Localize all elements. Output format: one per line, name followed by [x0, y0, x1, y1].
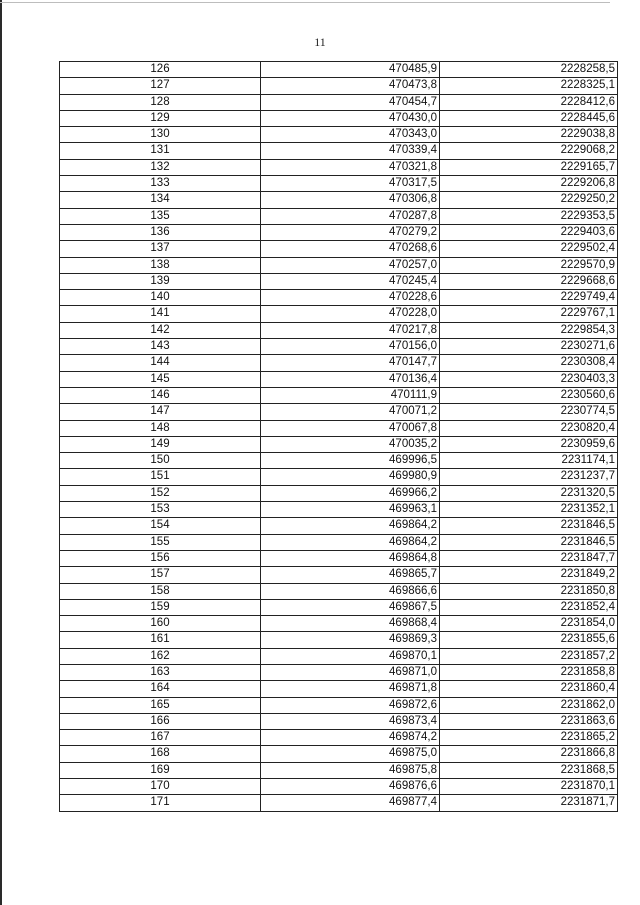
x-coordinate-cell: 470430,0	[261, 110, 440, 126]
point-number-cell: 161	[60, 632, 261, 648]
x-coordinate-cell: 470067,8	[261, 420, 440, 436]
table-row	[60, 306, 618, 322]
point-number-cell: 132	[60, 159, 261, 175]
table-row	[60, 387, 618, 403]
y-coordinate-cell: 2231854,0	[440, 616, 618, 632]
x-coordinate-cell: 470111,9	[261, 387, 440, 403]
coordinates-table	[59, 61, 618, 812]
x-coordinate-cell: 470217,8	[261, 322, 440, 338]
y-coordinate-cell: 2229068,2	[440, 143, 618, 159]
x-coordinate-cell: 470317,5	[261, 176, 440, 192]
y-coordinate-cell: 2229250,2	[440, 192, 618, 208]
table-row	[60, 599, 618, 615]
y-coordinate-cell: 2229854,3	[440, 322, 618, 338]
point-number-cell: 145	[60, 371, 261, 387]
point-number-cell: 152	[60, 485, 261, 501]
y-coordinate-cell: 2230820,4	[440, 420, 618, 436]
x-coordinate-cell: 470339,4	[261, 143, 440, 159]
point-number-cell: 168	[60, 746, 261, 762]
point-number-cell: 126	[60, 62, 261, 78]
table-row	[60, 143, 618, 159]
y-coordinate-cell: 2231857,2	[440, 648, 618, 664]
table-row	[60, 78, 618, 94]
table-row	[60, 453, 618, 469]
y-coordinate-cell: 2231237,7	[440, 469, 618, 485]
scan-edge-top	[0, 2, 610, 3]
y-coordinate-cell: 2229767,1	[440, 306, 618, 322]
coordinates-table-body	[60, 62, 618, 812]
point-number-cell: 130	[60, 127, 261, 143]
table-row	[60, 62, 618, 78]
point-number-cell: 156	[60, 550, 261, 566]
table-row	[60, 420, 618, 436]
point-number-cell: 142	[60, 322, 261, 338]
table-row	[60, 322, 618, 338]
point-number-cell: 164	[60, 681, 261, 697]
y-coordinate-cell: 2231870,1	[440, 779, 618, 795]
table-row	[60, 648, 618, 664]
y-coordinate-cell: 2231862,0	[440, 697, 618, 713]
point-number-cell: 134	[60, 192, 261, 208]
x-coordinate-cell: 470136,4	[261, 371, 440, 387]
x-coordinate-cell: 469996,5	[261, 453, 440, 469]
y-coordinate-cell: 2231846,5	[440, 534, 618, 550]
table-row	[60, 208, 618, 224]
x-coordinate-cell: 469864,2	[261, 518, 440, 534]
x-coordinate-cell: 470035,2	[261, 436, 440, 452]
y-coordinate-cell: 2231855,6	[440, 632, 618, 648]
table-row	[60, 730, 618, 746]
table-row	[60, 192, 618, 208]
x-coordinate-cell: 469871,0	[261, 664, 440, 680]
table-row	[60, 404, 618, 420]
y-coordinate-cell: 2231863,6	[440, 713, 618, 729]
x-coordinate-cell: 469870,1	[261, 648, 440, 664]
x-coordinate-cell: 470071,2	[261, 404, 440, 420]
y-coordinate-cell: 2231865,2	[440, 730, 618, 746]
point-number-cell: 155	[60, 534, 261, 550]
x-coordinate-cell: 470473,8	[261, 78, 440, 94]
x-coordinate-cell: 469875,0	[261, 746, 440, 762]
x-coordinate-cell: 469873,4	[261, 713, 440, 729]
y-coordinate-cell: 2229570,9	[440, 257, 618, 273]
x-coordinate-cell: 469869,3	[261, 632, 440, 648]
point-number-cell: 141	[60, 306, 261, 322]
table-row	[60, 257, 618, 273]
y-coordinate-cell: 2231846,5	[440, 518, 618, 534]
table-row	[60, 779, 618, 795]
table-row	[60, 762, 618, 778]
table-row	[60, 224, 618, 240]
y-coordinate-cell: 2228325,1	[440, 78, 618, 94]
y-coordinate-cell: 2231847,7	[440, 550, 618, 566]
table-row	[60, 697, 618, 713]
point-number-cell: 165	[60, 697, 261, 713]
y-coordinate-cell: 2231858,8	[440, 664, 618, 680]
y-coordinate-cell: 2229668,6	[440, 273, 618, 289]
point-number-cell: 169	[60, 762, 261, 778]
x-coordinate-cell: 470228,0	[261, 306, 440, 322]
y-coordinate-cell: 2231860,4	[440, 681, 618, 697]
y-coordinate-cell: 2228258,5	[440, 62, 618, 78]
y-coordinate-cell: 2231174,1	[440, 453, 618, 469]
x-coordinate-cell: 469877,4	[261, 795, 440, 811]
y-coordinate-cell: 2228412,6	[440, 94, 618, 110]
table-row	[60, 713, 618, 729]
x-coordinate-cell: 470279,2	[261, 224, 440, 240]
y-coordinate-cell: 2229403,6	[440, 224, 618, 240]
table-row	[60, 567, 618, 583]
table-row	[60, 664, 618, 680]
x-coordinate-cell: 469864,8	[261, 550, 440, 566]
x-coordinate-cell: 469872,6	[261, 697, 440, 713]
x-coordinate-cell: 469866,6	[261, 583, 440, 599]
x-coordinate-cell: 470156,0	[261, 339, 440, 355]
table-row	[60, 616, 618, 632]
scan-edge-left	[0, 0, 2, 905]
x-coordinate-cell: 469865,7	[261, 567, 440, 583]
x-coordinate-cell: 470306,8	[261, 192, 440, 208]
table-row	[60, 632, 618, 648]
point-number-cell: 148	[60, 420, 261, 436]
point-number-cell: 153	[60, 502, 261, 518]
x-coordinate-cell: 470228,6	[261, 290, 440, 306]
y-coordinate-cell: 2231871,7	[440, 795, 618, 811]
table-row	[60, 159, 618, 175]
point-number-cell: 166	[60, 713, 261, 729]
point-number-cell: 151	[60, 469, 261, 485]
x-coordinate-cell: 469966,2	[261, 485, 440, 501]
point-number-cell: 160	[60, 616, 261, 632]
point-number-cell: 137	[60, 241, 261, 257]
table-row	[60, 273, 618, 289]
point-number-cell: 138	[60, 257, 261, 273]
x-coordinate-cell: 470343,0	[261, 127, 440, 143]
point-number-cell: 162	[60, 648, 261, 664]
table-row	[60, 290, 618, 306]
x-coordinate-cell: 470321,8	[261, 159, 440, 175]
point-number-cell: 129	[60, 110, 261, 126]
table-row	[60, 176, 618, 192]
y-coordinate-cell: 2229749,4	[440, 290, 618, 306]
point-number-cell: 167	[60, 730, 261, 746]
table-row	[60, 371, 618, 387]
point-number-cell: 131	[60, 143, 261, 159]
y-coordinate-cell: 2230959,6	[440, 436, 618, 452]
table-row	[60, 94, 618, 110]
y-coordinate-cell: 2231866,8	[440, 746, 618, 762]
table-row	[60, 534, 618, 550]
point-number-cell: 135	[60, 208, 261, 224]
x-coordinate-cell: 469874,2	[261, 730, 440, 746]
x-coordinate-cell: 470268,6	[261, 241, 440, 257]
point-number-cell: 170	[60, 779, 261, 795]
y-coordinate-cell: 2230271,6	[440, 339, 618, 355]
point-number-cell: 171	[60, 795, 261, 811]
point-number-cell: 140	[60, 290, 261, 306]
table-row	[60, 583, 618, 599]
x-coordinate-cell: 469864,2	[261, 534, 440, 550]
table-row	[60, 339, 618, 355]
y-coordinate-cell: 2230774,5	[440, 404, 618, 420]
y-coordinate-cell: 2230403,3	[440, 371, 618, 387]
y-coordinate-cell: 2230308,4	[440, 355, 618, 371]
x-coordinate-cell: 470147,7	[261, 355, 440, 371]
y-coordinate-cell: 2229165,7	[440, 159, 618, 175]
x-coordinate-cell: 470454,7	[261, 94, 440, 110]
table-row	[60, 518, 618, 534]
x-coordinate-cell: 470257,0	[261, 257, 440, 273]
x-coordinate-cell: 469875,8	[261, 762, 440, 778]
point-number-cell: 127	[60, 78, 261, 94]
table-row	[60, 241, 618, 257]
point-number-cell: 143	[60, 339, 261, 355]
point-number-cell: 133	[60, 176, 261, 192]
y-coordinate-cell: 2231849,2	[440, 567, 618, 583]
y-coordinate-cell: 2231850,8	[440, 583, 618, 599]
x-coordinate-cell: 470485,9	[261, 62, 440, 78]
x-coordinate-cell: 469871,8	[261, 681, 440, 697]
point-number-cell: 128	[60, 94, 261, 110]
y-coordinate-cell: 2229502,4	[440, 241, 618, 257]
y-coordinate-cell: 2229206,8	[440, 176, 618, 192]
x-coordinate-cell: 470287,8	[261, 208, 440, 224]
point-number-cell: 159	[60, 599, 261, 615]
point-number-cell: 149	[60, 436, 261, 452]
y-coordinate-cell: 2230560,6	[440, 387, 618, 403]
point-number-cell: 147	[60, 404, 261, 420]
y-coordinate-cell: 2229038,8	[440, 127, 618, 143]
point-number-cell: 139	[60, 273, 261, 289]
table-row	[60, 436, 618, 452]
table-row	[60, 127, 618, 143]
y-coordinate-cell: 2231320,5	[440, 485, 618, 501]
table-row	[60, 502, 618, 518]
table-row	[60, 110, 618, 126]
point-number-cell: 158	[60, 583, 261, 599]
table-row	[60, 746, 618, 762]
x-coordinate-cell: 469980,9	[261, 469, 440, 485]
page-number: 11	[314, 35, 326, 49]
table-row	[60, 795, 618, 811]
x-coordinate-cell: 469963,1	[261, 502, 440, 518]
y-coordinate-cell: 2228445,6	[440, 110, 618, 126]
point-number-cell: 144	[60, 355, 261, 371]
point-number-cell: 163	[60, 664, 261, 680]
point-number-cell: 157	[60, 567, 261, 583]
point-number-cell: 150	[60, 453, 261, 469]
point-number-cell: 136	[60, 224, 261, 240]
y-coordinate-cell: 2231852,4	[440, 599, 618, 615]
table-row	[60, 469, 618, 485]
table-row	[60, 355, 618, 371]
x-coordinate-cell: 469867,5	[261, 599, 440, 615]
y-coordinate-cell: 2231352,1	[440, 502, 618, 518]
y-coordinate-cell: 2231868,5	[440, 762, 618, 778]
x-coordinate-cell: 469868,4	[261, 616, 440, 632]
point-number-cell: 146	[60, 387, 261, 403]
point-number-cell: 154	[60, 518, 261, 534]
y-coordinate-cell: 2229353,5	[440, 208, 618, 224]
x-coordinate-cell: 470245,4	[261, 273, 440, 289]
table-row	[60, 550, 618, 566]
table-row	[60, 485, 618, 501]
table-row	[60, 681, 618, 697]
x-coordinate-cell: 469876,6	[261, 779, 440, 795]
